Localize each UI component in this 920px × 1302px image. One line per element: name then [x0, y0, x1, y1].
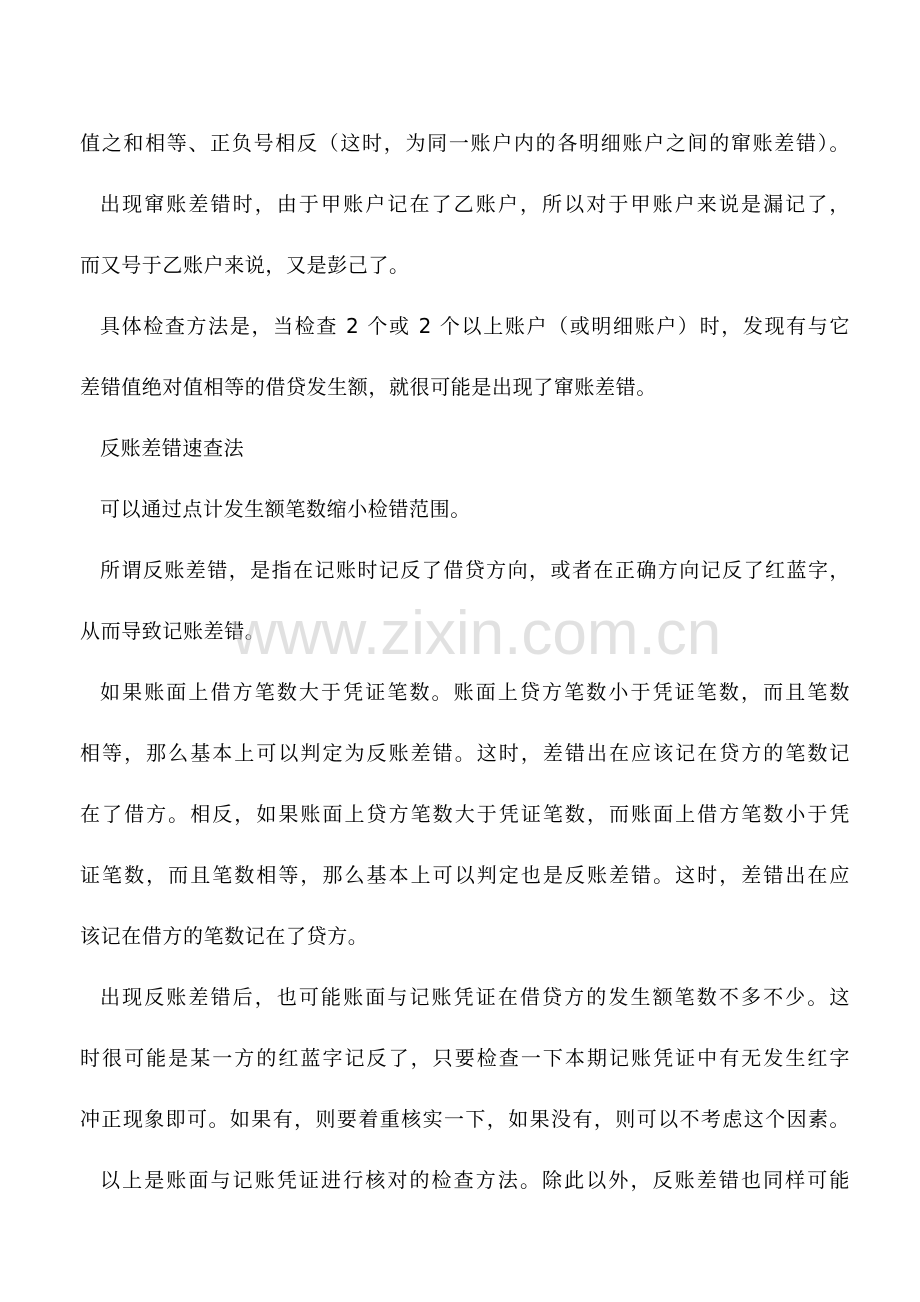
text-line-15: 出现反账差错后，也可能账面与记账凭证在借贷方的发生额笔数不多不少。这 — [100, 985, 850, 1009]
text-line-17: 冲正现象即可。如果有，则要着重核实一下，如果没有，则可以不考虑这个因素。 — [80, 1107, 850, 1131]
text-line-10: 如果账面上借方笔数大于凭证笔数。账面上贷方笔数小于凭证笔数，而且笔数 — [100, 680, 850, 704]
text-line-5: 差错值绝对值相等的借贷发生额，就很可能是出现了窜账差错。 — [80, 375, 657, 399]
text-line-7: 可以通过点计发生额笔数缩小检错范围。 — [100, 497, 471, 521]
text-line-14: 该记在借方的笔数记在了贷方。 — [80, 924, 369, 948]
text-line-13: 证笔数，而且笔数相等，那么基本上可以判定也是反账差错。这时，差错出在应 — [80, 863, 850, 887]
text-line-16: 时很可能是某一方的红蓝字记反了，只要检查一下本期记账凭证中有无发生红字 — [80, 1046, 850, 1070]
text-line-4: 具体检查方法是，当检查 2 个或 2 个以上账户（或明细账户）时，发现有与它 — [100, 314, 850, 338]
text-line-3: 而又号于乙账户来说，又是彭己了。 — [80, 253, 410, 277]
watermark: www.zixin.com.cn — [232, 599, 722, 668]
text-line-9: 从而导致记账差错。 — [80, 619, 266, 643]
text-line-12: 在了借方。相反，如果账面上贷方笔数大于凭证笔数，而账面上借方笔数小于凭 — [80, 802, 850, 826]
text-line-8: 所谓反账差错，是指在记账时记反了借贷方向，或者在正确方向记反了红蓝字， — [100, 558, 850, 582]
text-line-18: 以上是账面与记账凭证进行核对的检查方法。除此以外，反账差错也同样可能 — [100, 1168, 850, 1192]
section-heading: 反账差错速查法 — [100, 436, 245, 460]
text-line-2: 出现窜账差错时，由于甲账户记在了乙账户，所以对于甲账户来说是漏记了， — [100, 192, 850, 216]
text-line-1: 值之和相等、正负号相反（这时，为同一账户内的各明细账户之间的窜账差错）。 — [80, 131, 850, 155]
text-line-11: 相等，那么基本上可以判定为反账差错。这时，差错出在应该记在贷方的笔数记 — [80, 741, 850, 765]
